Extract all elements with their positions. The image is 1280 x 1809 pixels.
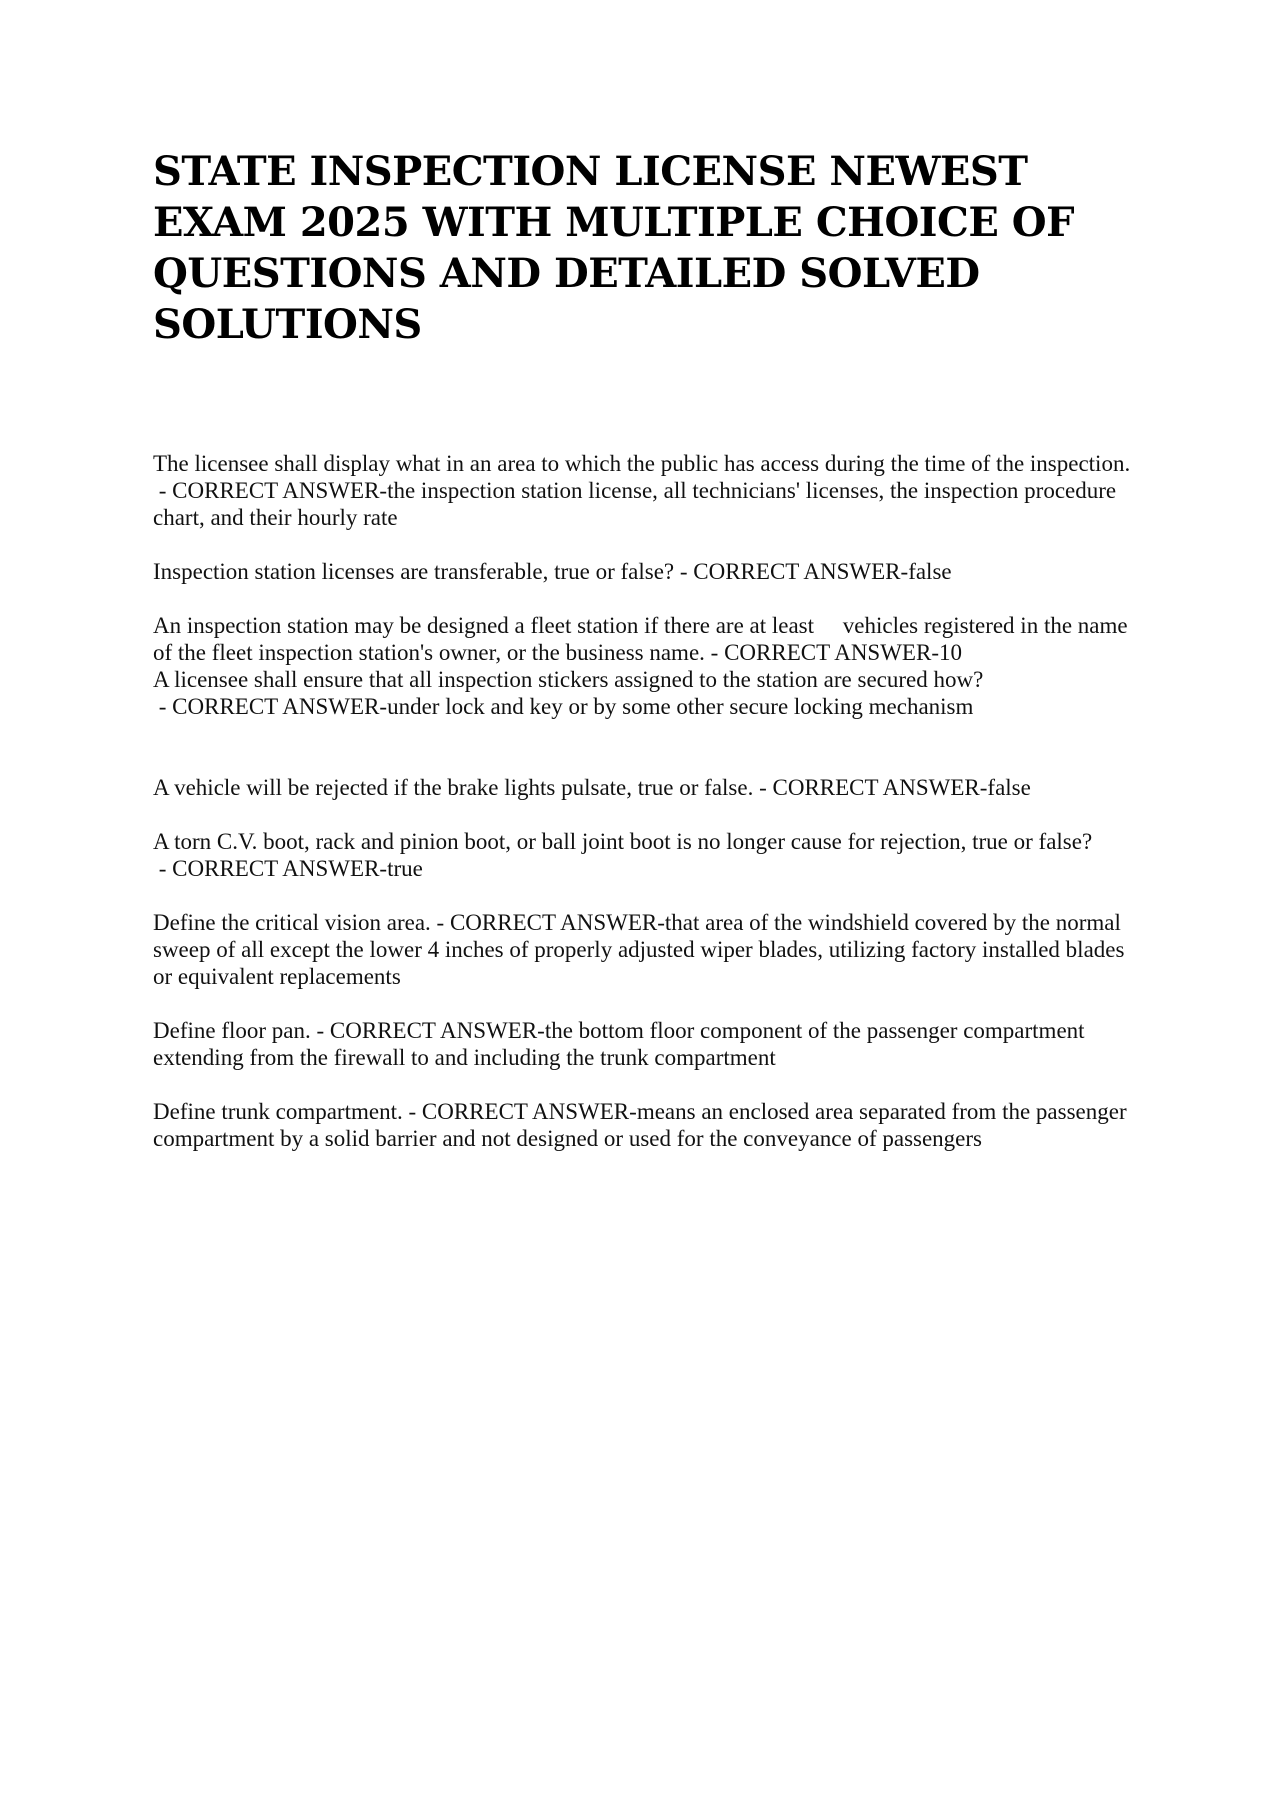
qa-item [153, 450, 1143, 531]
answer-separator: - CORRECT ANSWER- [430, 910, 665, 935]
qa-item [153, 774, 1143, 801]
qa-item [153, 909, 1143, 990]
document-title: STATE INSPECTION LICENSE NEWEST EXAM 2025 WITH MULTIPLE CHOICE OF QUESTIONS AND DETAILED SOLVED SOLUTIONS [153, 148, 1074, 348]
answer-separator: - CORRECT ANSWER- [153, 478, 388, 503]
question-text: Define floor pan. [153, 1018, 311, 1043]
answer-separator: - CORRECT ANSWER- [753, 775, 988, 800]
answer-text: false [908, 559, 952, 584]
question-text: Define trunk compartment. [153, 1099, 403, 1124]
answer-text: under lock and key or by some other secure locking mechanism [387, 694, 974, 719]
answer-text: the inspection station license, all technicians' licenses, the inspection procedure chart, and their hourly rate [153, 478, 1117, 530]
answer-text: 10 [938, 640, 962, 665]
question-text: A torn C.V. boot, rack and pinion boot, or ball joint boot is no longer cause for rejection, true or false? [153, 829, 1093, 854]
qa-list [153, 450, 1143, 1179]
question-text: Inspection station licenses are transferable, true or false? [153, 559, 675, 584]
answer-text: the bottom floor component of the passenger compartment extending from the firewall to and including the trunk compartment [153, 1018, 1085, 1070]
answer-separator: - CORRECT ANSWER- [153, 694, 388, 719]
qa-item [153, 828, 1143, 882]
answer-separator: - CORRECT ANSWER- [310, 1018, 545, 1043]
answer-separator: - CORRECT ANSWER- [153, 856, 388, 881]
answer-separator: - CORRECT ANSWER- [704, 640, 939, 665]
question-text: An inspection station may be designed a fleet station if there are at least vehicles registered in the name of the fleet inspection station's owner, or the business name. [153, 613, 1134, 665]
question-text: A licensee shall ensure that all inspection stickers assigned to the station are secured how? [153, 667, 984, 692]
answer-text: that area of the windshield covered by the normal sweep of all except the lower 4 inches of properly adjusted wiper blades, utilizing factory installed blades or equivalent replacements [153, 910, 1125, 989]
answer-separator: - CORRECT ANSWER- [402, 1099, 637, 1124]
qa-item [153, 666, 1143, 720]
qa-item [153, 558, 1143, 585]
question-text: A vehicle will be rejected if the brake lights pulsate, true or false. [153, 775, 754, 800]
qa-item [153, 1098, 1143, 1152]
answer-text: false [987, 775, 1031, 800]
answer-text: means an enclosed area separated from the passenger compartment by a solid barrier and not designed or used for the conveyance of passengers [153, 1099, 1127, 1151]
question-text: Define the critical vision area. [153, 910, 431, 935]
answer-text: true [387, 856, 423, 881]
answer-separator: - CORRECT ANSWER- [674, 559, 909, 584]
qa-item [153, 1017, 1143, 1071]
qa-item [153, 612, 1143, 666]
question-text: The licensee shall display what in an area to which the public has access during the time of the inspection. [153, 451, 1131, 476]
